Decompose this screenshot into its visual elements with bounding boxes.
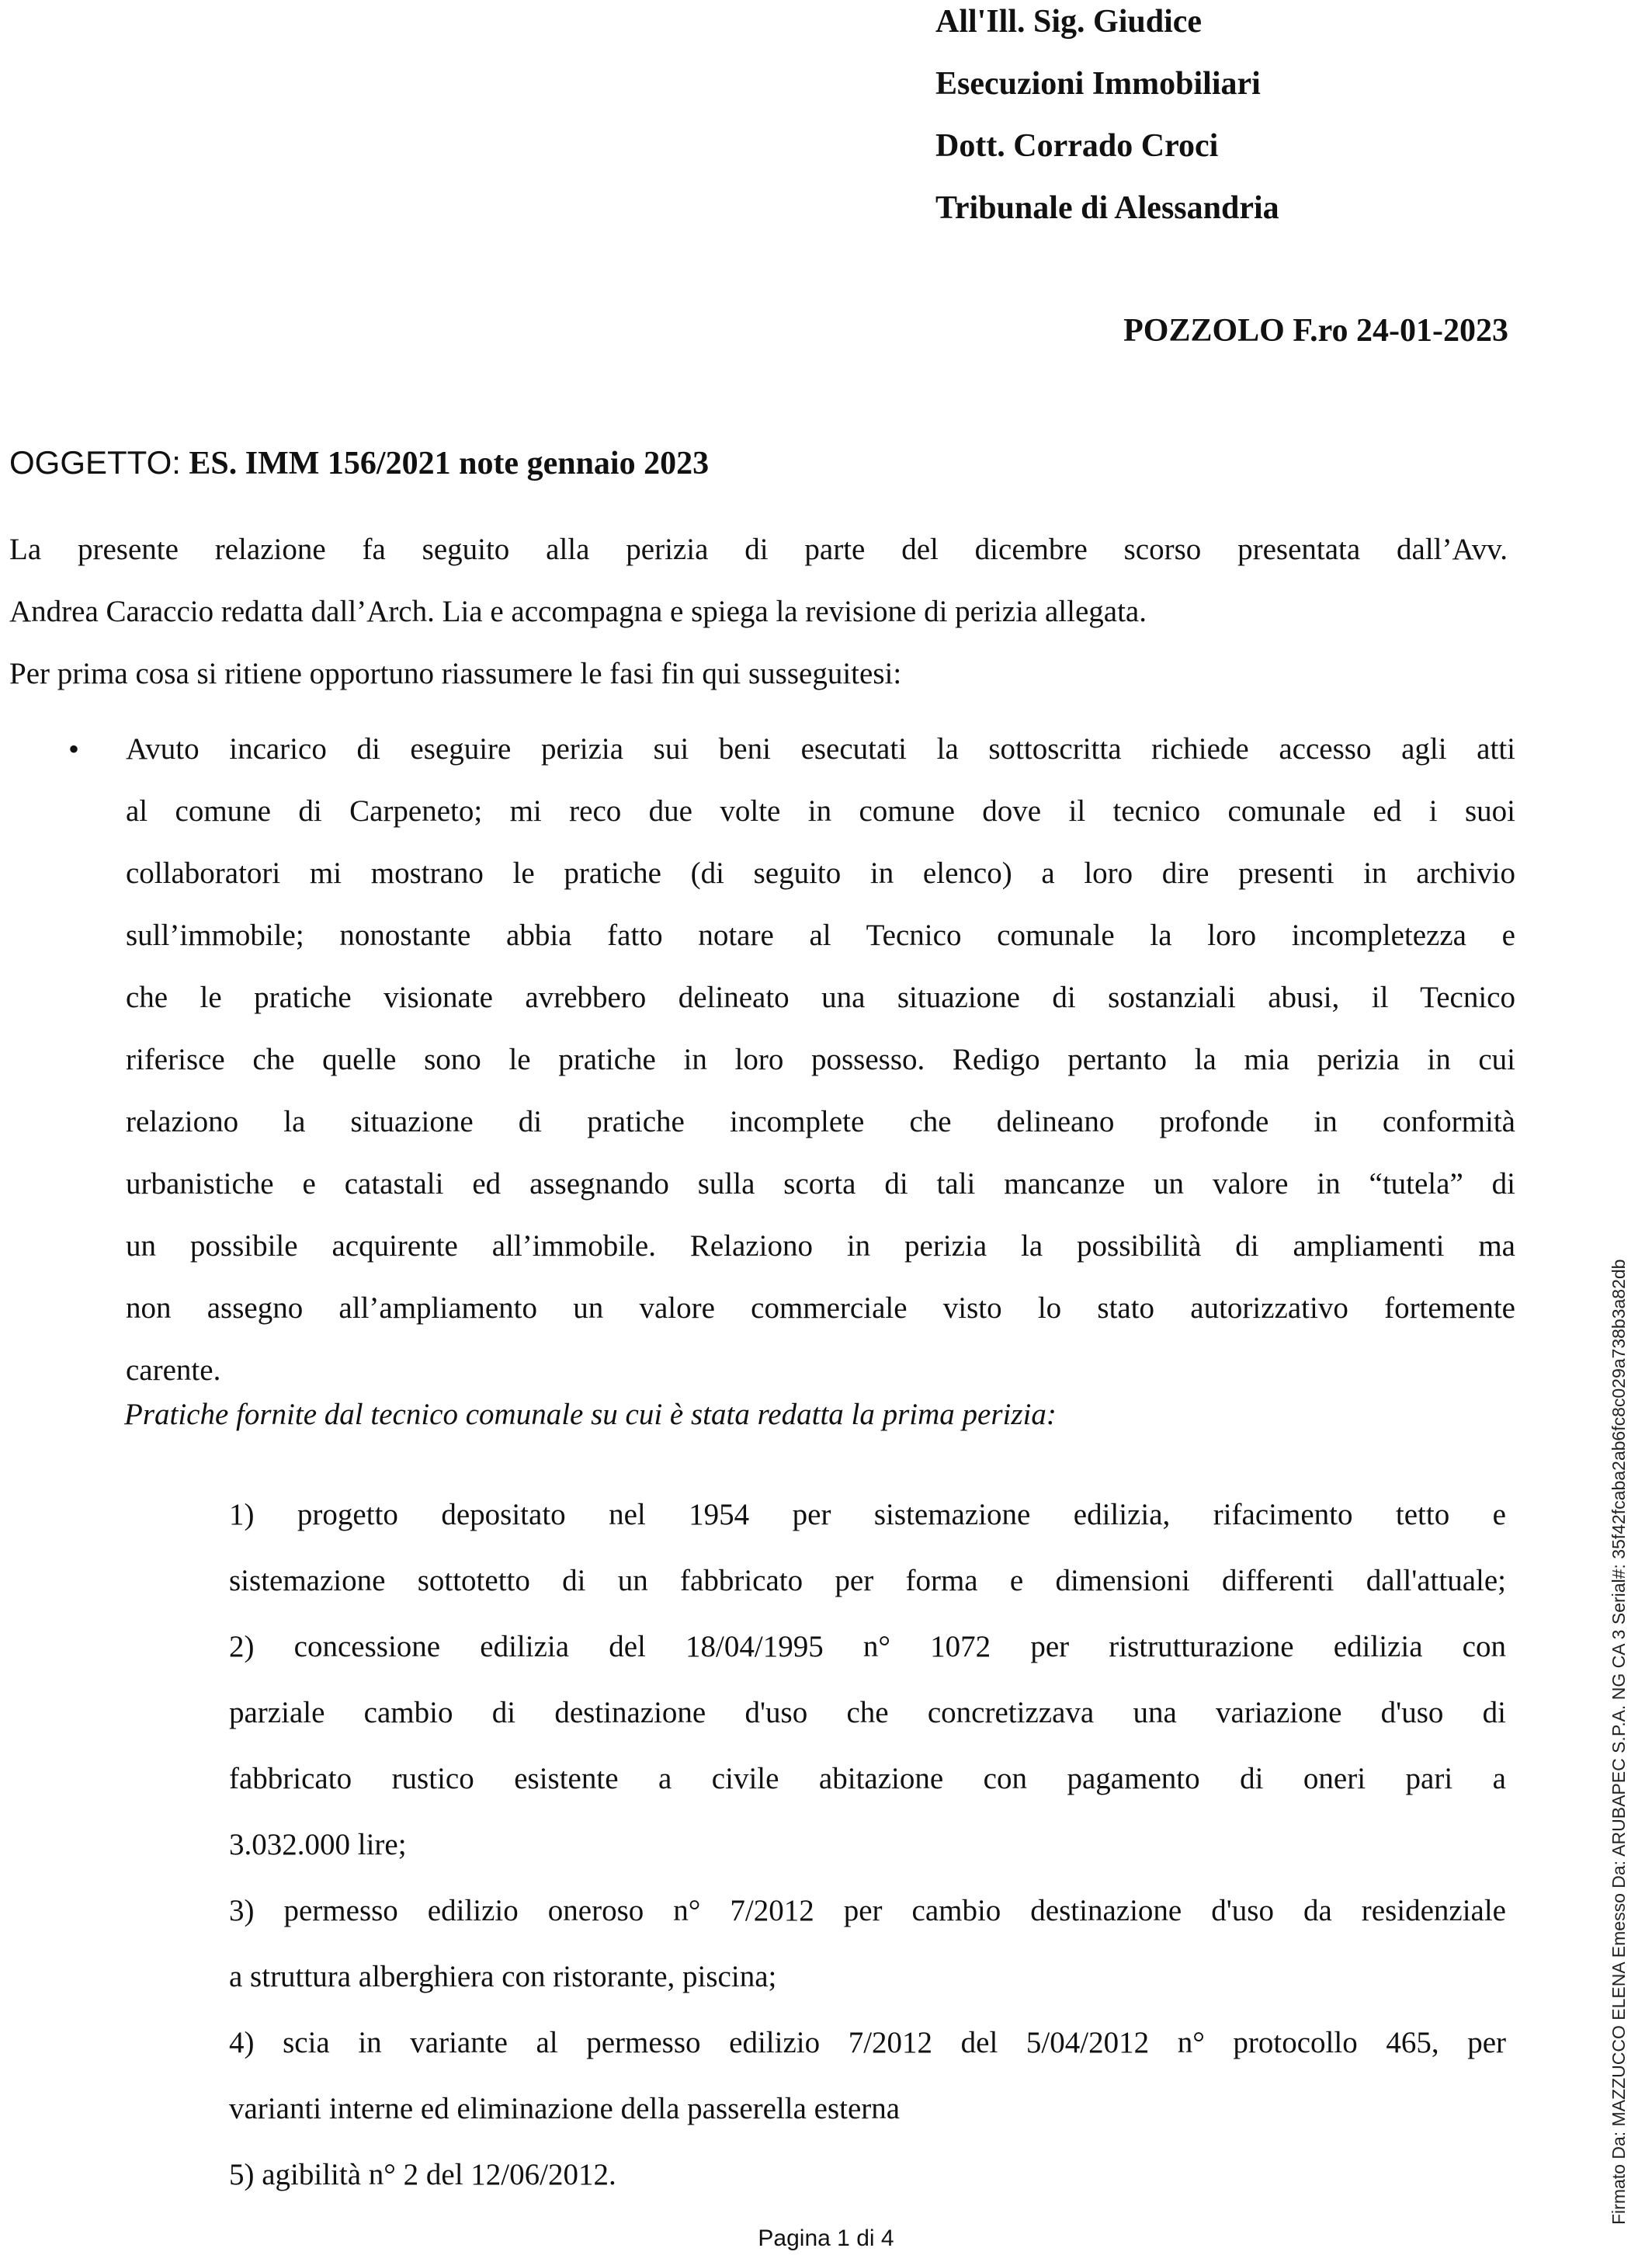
intro-line: La presente relazione fa seguito alla perizia di parte del dicembre scorso presentata dall’Avv. <box>9 533 1508 566</box>
recipient-block <box>935 0 1279 248</box>
intro-line: Andrea Caraccio redatta dall’Arch. Lia e accompagna e spiega la revisione di perizia allegata. <box>9 595 1147 628</box>
bullet-icon: • <box>68 731 80 766</box>
bullet-line: riferisce che quelle sono le pratiche in loro possesso. Redigo pertanto la mia perizia in cui <box>126 1043 1515 1076</box>
practice-line: 1) progetto depositato nel 1954 per sistemazione edilizia, rifacimento tetto e <box>229 1498 1506 1531</box>
bullet-line: al comune di Carpeneto; mi reco due volte in comune dove il tecnico comunale ed i suoi <box>126 794 1515 828</box>
practice-line: 5) agibilità n° 2 del 12/06/2012. <box>229 2158 616 2191</box>
bullet-line: collaboratori mi mostrano le pratiche (di seguito in elenco) a loro dire presenti in archivio <box>126 856 1515 890</box>
practice-line: 4) scia in variante al permesso edilizio 7/2012 del 5/04/2012 n° protocollo 465, per <box>229 2026 1506 2059</box>
subject-line <box>9 444 709 482</box>
practices-title: Pratiche fornite dal tecnico comunale su cui è stata redatta la prima perizia: <box>124 1398 1057 1431</box>
subject-label: OGGETTO: <box>9 444 181 481</box>
recipient-line: Dott. Corrado Croci <box>935 128 1219 164</box>
place-date: POZZOLO F.ro 24-01-2023 <box>1123 313 1508 349</box>
bullet-line: Avuto incarico di eseguire perizia sui beni esecutati la sottoscritta richiede accesso agli atti <box>126 732 1515 766</box>
bullet-text <box>126 718 1515 1402</box>
bullet-line: sull’immobile; nonostante abbia fatto notare al Tecnico comunale la loro incompletezza e <box>126 919 1515 952</box>
intro-paragraph <box>9 519 1508 705</box>
bullet-line: relaziono la situazione di pratiche incomplete che delineano profonde in conformità <box>126 1105 1515 1138</box>
practice-line: varianti interne ed eliminazione della passerella esterna <box>229 2092 901 2125</box>
bullet-line: che le pratiche visionate avrebbero delineato una situazione di sostanziali abusi, il Tecnico <box>126 981 1515 1014</box>
bullet-line: un possibile acquirente all’immobile. Relaziono in perizia la possibilità di ampliamenti ma <box>126 1229 1515 1263</box>
practice-line: 3.032.000 lire; <box>229 1828 407 1861</box>
practice-line: a struttura alberghiera con ristorante, piscina; <box>229 1960 777 1993</box>
subject-text: ES. IMM 156/2021 note gennaio 2023 <box>189 446 710 481</box>
page-number: Pagina 1 di 4 <box>758 2225 894 2251</box>
practice-line: parziale cambio di destinazione d'uso che concretizzava una variazione d'uso di <box>229 1696 1506 1729</box>
bullet-line: non assegno all’ampliamento un valore commerciale visto lo stato autorizzativo fortemente <box>126 1291 1515 1325</box>
practice-line: sistemazione sottotetto di un fabbricato per forma e dimensioni differenti dall'attuale; <box>229 1564 1506 1597</box>
practice-line: fabbricato rustico esistente a civile abitazione con pagamento di oneri pari a <box>229 1762 1506 1795</box>
digital-signature-strip: Firmato Da: MAZZUCCO ELENA Emesso Da: ARUBAPEC S.P.A. NG CA 3 Serial#: 35f42fcaba2ab6fc8c029a738b3a82db <box>1609 1259 1629 2225</box>
recipient-line: All'Ill. Sig. Giudice <box>935 4 1203 40</box>
practice-line: 3) permesso edilizio oneroso n° 7/2012 per cambio destinazione d'uso da residenziale <box>229 1894 1506 1927</box>
recipient-line: Tribunale di Alessandria <box>935 190 1279 226</box>
practice-line: 2) concessione edilizia del 18/04/1995 n° 1072 per ristrutturazione edilizia con <box>229 1630 1506 1663</box>
intro-line: Per prima cosa si ritiene opportuno riassumere le fasi fin qui susseguitesi: <box>9 657 902 690</box>
practices-list <box>229 1482 1506 2208</box>
recipient-line: Esecuzioni Immobiliari <box>935 66 1261 102</box>
bullet-line: carente. <box>126 1353 221 1387</box>
bullet-line: urbanistiche e catastali ed assegnando sulla scorta di tali mancanze un valore in “tutela” di <box>126 1167 1515 1200</box>
